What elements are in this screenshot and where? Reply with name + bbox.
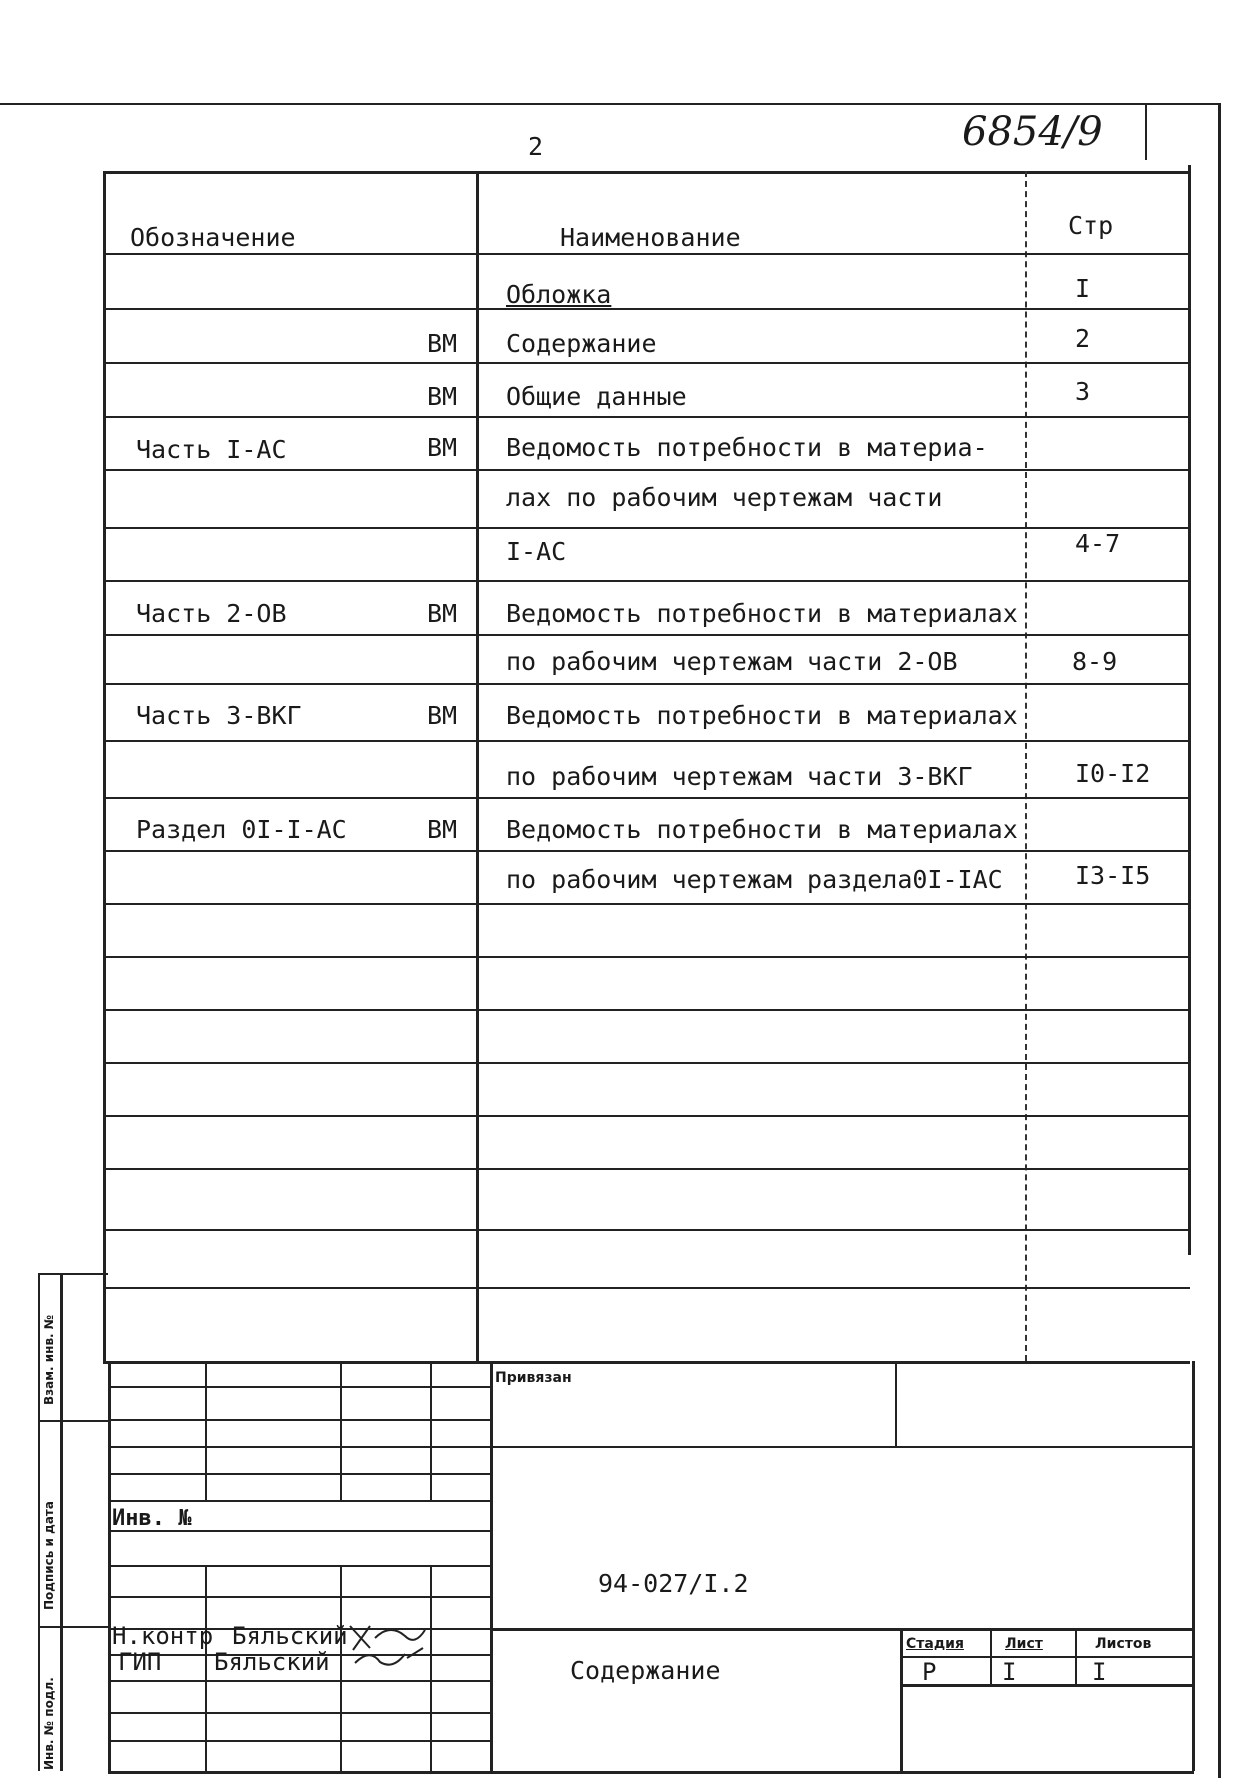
stage-value: Р [922,1658,937,1686]
sheets-value: I [1092,1658,1107,1686]
top-right-marker [1145,103,1147,160]
row-line-16 [103,1115,1190,1117]
stage-left-border [900,1628,903,1771]
code-bottom-line [490,1628,1192,1631]
norm-control-name: Бяльский [232,1622,348,1650]
stamp-row-2 [108,1419,490,1421]
column-header-page: Стр [1068,211,1114,240]
column-header-name: Наименование [560,223,741,252]
table-right-border [1188,165,1191,1255]
row-line-7 [103,634,1190,636]
stamp-row-5 [108,1500,490,1502]
row-line-14 [103,1009,1190,1011]
row-page: 8-9 [1072,647,1118,676]
row-designation: Часть 2-ОВ [136,599,287,628]
row-code: ВМ [427,329,458,358]
stamp-bottom-border [108,1771,1194,1774]
row-name: Ведомость потребности в материалах [506,701,1018,730]
stamp-row-13 [108,1740,490,1742]
row-line-3 [103,416,1190,418]
row-line-1 [103,308,1190,310]
row-code: ВМ [427,382,458,411]
stamp-row-11 [108,1680,490,1682]
row-name: по рабочим чертежам раздела0I-IАС [506,865,1003,894]
stamp-top-border [103,1361,1190,1364]
stamp-right-border [1192,1361,1195,1771]
row-line-4 [103,469,1190,471]
stage-label: Стадия [906,1636,964,1652]
row-name: Ведомость потребности в материалах [506,599,1018,628]
stamp-row-3 [108,1446,490,1448]
stamp-col-4 [490,1361,493,1771]
side-strip-line-3 [38,1626,108,1628]
row-line-6 [103,580,1190,582]
table-left-border [103,171,106,1361]
row-code: ВМ [427,599,458,628]
row-line-13 [103,956,1190,958]
row-line-5 [103,527,1190,529]
page-number: 2 [528,132,544,161]
archive-number: 6854/9 [962,109,1103,155]
row-name: по рабочим чертежам части 2-ОВ [506,647,958,676]
row-line-11 [103,850,1190,852]
norm-control-role: Н.контр [112,1622,214,1650]
side-strip-inner-border [60,1273,63,1771]
stamp-row-7 [108,1565,490,1567]
row-line-19 [103,1287,1190,1289]
row-line-9 [103,740,1190,742]
header-underline [103,253,1190,255]
row-page: I0-I2 [1075,759,1151,788]
row-name: Содержание [506,329,657,358]
row-designation: Часть 3-ВКГ [136,701,302,730]
row-name: Общие данные [506,382,687,411]
row-name: Ведомость потребности в материалах [506,815,1018,844]
stamp-col-2 [340,1361,342,1501]
row-page: 4-7 [1075,529,1121,558]
linked-label: Привязан [495,1370,572,1386]
stamp-col-3 [430,1361,432,1501]
row-page: I3-I5 [1075,861,1151,890]
column-header-designation: Обозначение [130,223,296,252]
side-strip-outer-border [38,1273,40,1771]
row-name: I-АС [506,537,567,566]
side-strip-line-1 [38,1273,108,1275]
row-line-10 [103,797,1190,799]
chief-engineer-role: ГИП [118,1648,162,1676]
row-name: Обложка [506,280,612,309]
row-line-12 [103,903,1190,905]
inv-no-label: Инв. № [112,1506,192,1531]
sheets-label: Листов [1095,1636,1152,1652]
row-name: Ведомость потребности в материа- [506,433,988,462]
row-line-8 [103,683,1190,685]
stamp-row-4 [108,1473,490,1475]
chief-engineer-name: Бяльский [214,1648,330,1676]
column-divider-name [476,171,479,1361]
stage-bottom-line [900,1684,1192,1687]
stamp-row-1 [108,1386,490,1388]
sheet-label: Лист [1005,1636,1043,1652]
row-designation: Раздел 0I-I-АС [136,815,347,844]
row-line-17 [103,1168,1190,1170]
document-code: 94-027/I.2 [598,1569,749,1598]
row-page: 3 [1075,377,1091,406]
row-name: по рабочим чертежам части 3-ВКГ [506,762,973,791]
row-line-18 [103,1229,1190,1231]
row-code: ВМ [427,701,458,730]
row-page: I [1075,274,1091,303]
row-name: лах по рабочим чертежам части [506,483,943,512]
stamp-row-8 [108,1596,490,1598]
row-code: ВМ [427,815,458,844]
side-strip-replaced-inv: Взам. инв. № [42,1314,56,1405]
linked-divider [895,1361,897,1446]
side-strip-signature-date: Подпись и дата [42,1501,56,1610]
right-frame-line [1218,103,1221,1778]
stamp-row-12 [108,1712,490,1714]
document-title: Содержание [570,1656,721,1685]
linked-bottom-line [490,1446,1192,1448]
side-strip-line-2 [38,1420,108,1422]
signature-mark [345,1618,430,1668]
sheet-value: I [1002,1658,1017,1686]
side-strip-inv-original: Инв. № подл. [42,1677,56,1770]
row-code: ВМ [427,433,458,462]
row-designation: Часть I-АС [136,435,287,464]
stamp-col-1 [205,1361,207,1501]
row-page: 2 [1075,324,1091,353]
row-line-2 [103,362,1190,364]
row-line-15 [103,1062,1190,1064]
column-divider-page [1025,171,1027,1361]
top-border-line [0,103,1220,105]
